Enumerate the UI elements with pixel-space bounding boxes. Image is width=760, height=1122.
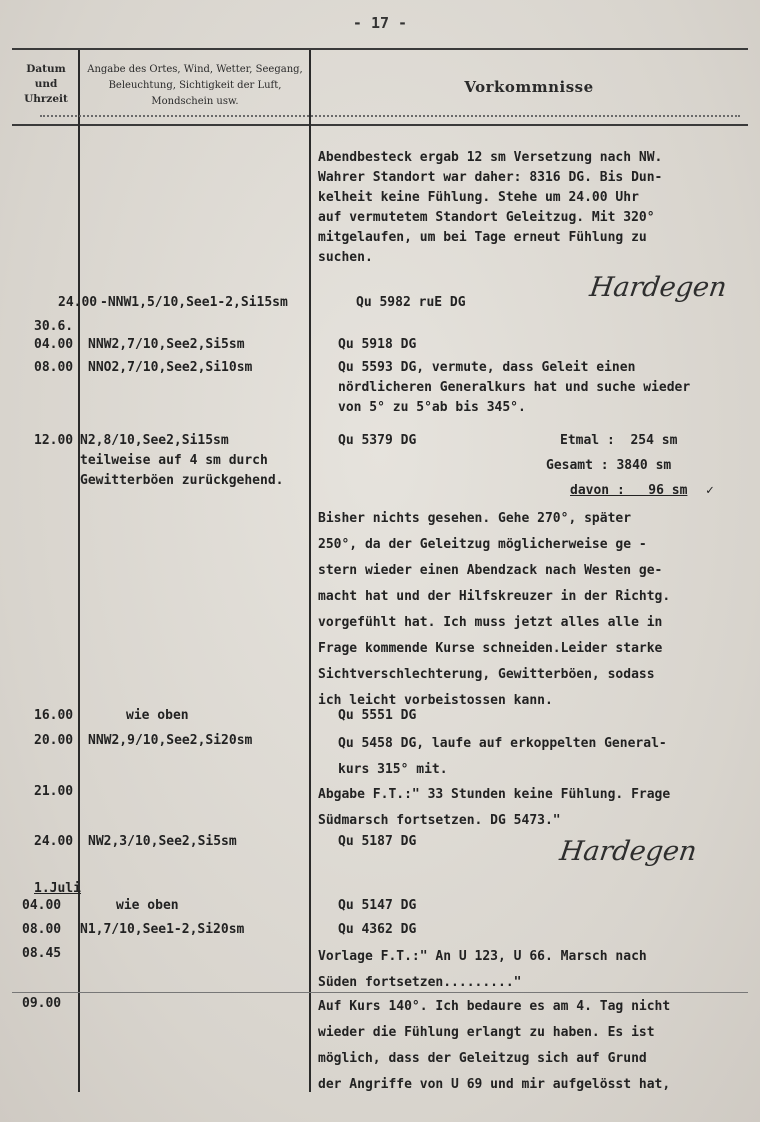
entry-place: wie oben (116, 898, 179, 913)
entry-time: 08.45 (22, 946, 62, 961)
entry-place: -NNW1,5/10,See1-2,Si15sm (100, 295, 288, 310)
entry-time: 04.00 (34, 337, 74, 352)
date-marker: 1.Juli (34, 881, 81, 896)
davon-total: davon : 96 sm (570, 483, 688, 498)
entry-time: 24.00 (58, 295, 98, 310)
entry-events: Vorlage F.T.:" An U 123, U 66. Marsch nach Süden fortsetzen........." (318, 949, 647, 990)
entry-time: 08.00 (22, 922, 62, 937)
date-marker: 30.6. (34, 319, 74, 334)
check-mark: ✓ (706, 483, 714, 498)
top-rule (12, 48, 748, 50)
entry-events: Qu 5458 DG, laufe auf erkoppelten General- kurs 315° mit. (338, 736, 667, 777)
header-date: Datum und Uhrzeit (24, 63, 68, 105)
entry-events: Bisher nichts gesehen. Gehe 270°, später 250°, da der Geleitzug möglicherweise ge - stern wieder einen Abendzack nach Westen ge- macht hat und der Hilfskreuzer in der Richtg. vorgefühlt hat. Ich muss jetzt alles alle in Frage kommende Kurse schneiden.Leider starke Sichtverschlechterung, Gewitterböen, sodass ich leicht vorbeistossen kann. (318, 511, 671, 708)
column-divider-2 (309, 50, 311, 1092)
entry-events: Qu 5379 DG (338, 433, 417, 448)
entry-time: 12.00 (34, 433, 74, 448)
gesamt-total: Gesamt : 3840 sm (546, 458, 672, 473)
entry-events: Qu 5982 ruE DG (356, 295, 466, 310)
signature: Hardegen (587, 272, 729, 303)
entry-events: Qu 5187 DG (338, 834, 417, 849)
page-number: - 17 - (352, 14, 408, 32)
entry-events: Qu 5593 DG, vermute, dass Geleit einen nördlicheren Generalkurs hat und suche wieder von 5° zu 5°ab bis 345°. (338, 360, 691, 415)
header-rule (12, 124, 748, 126)
entry-time: 08.00 (34, 360, 74, 375)
entry-place: NNW2,9/10,See2,Si20sm (88, 733, 253, 748)
header-place: Angabe des Ortes, Wind, Wetter, Seegang, Beleuchtung, Sichtigkeit der Luft, Mondschein usw. (87, 64, 303, 107)
entry-events: Qu 5551 DG (338, 708, 417, 723)
entry-time: 16.00 (34, 708, 74, 723)
entry-events: Abgabe F.T.:" 33 Stunden keine Fühlung. Frage Südmarsch fortsetzen. DG 5473." (318, 787, 671, 828)
section-rule (12, 992, 748, 993)
header-events: Vorkommnisse (464, 78, 594, 96)
entry-time: 04.00 (22, 898, 62, 913)
entry-events: Qu 4362 DG (338, 922, 417, 937)
entry-time: 21.00 (34, 784, 74, 799)
entry-time: 09.00 (22, 996, 62, 1011)
entry-events: Abendbesteck ergab 12 sm Versetzung nach NW. Wahrer Standort war daher: 8316 DG. Bis Dun- kelheit keine Fühlung. Stehe um 24.00 Uhr auf vermutetem Standort Geleitzug. Mit 320° mitgelaufen, um bei Tage erneut Fühlung zu suchen. (318, 150, 663, 265)
entry-time: 24.00 (34, 834, 74, 849)
etmal: Etmal : 254 sm (560, 433, 678, 448)
entry-place: N1,7/10,See1-2,Si20sm (80, 922, 245, 937)
entry-events: Auf Kurs 140°. Ich bedaure es am 4. Tag nicht wieder die Fühlung erlangt zu haben. Es ist möglich, dass der Geleitzug sich auf Grund der Angriffe von U 69 und mir aufgelösst hat, (318, 999, 671, 1092)
dotted-separator (40, 115, 740, 118)
entry-place: N2,8/10,See2,Si15sm teilweise auf 4 sm durch Gewitterböen zurückgehend. (80, 433, 284, 488)
entry-events: Qu 5147 DG (338, 898, 417, 913)
entry-time: 20.00 (34, 733, 74, 748)
entry-place: NNW2,7/10,See2,Si5sm (88, 337, 245, 352)
signature: Hardegen (557, 836, 699, 867)
entry-place: NW2,3/10,See2,Si5sm (88, 834, 237, 849)
entry-place: wie oben (126, 708, 189, 723)
entry-place: NNO2,7/10,See2,Si10sm (88, 360, 253, 375)
entry-events: Qu 5918 DG (338, 337, 417, 352)
